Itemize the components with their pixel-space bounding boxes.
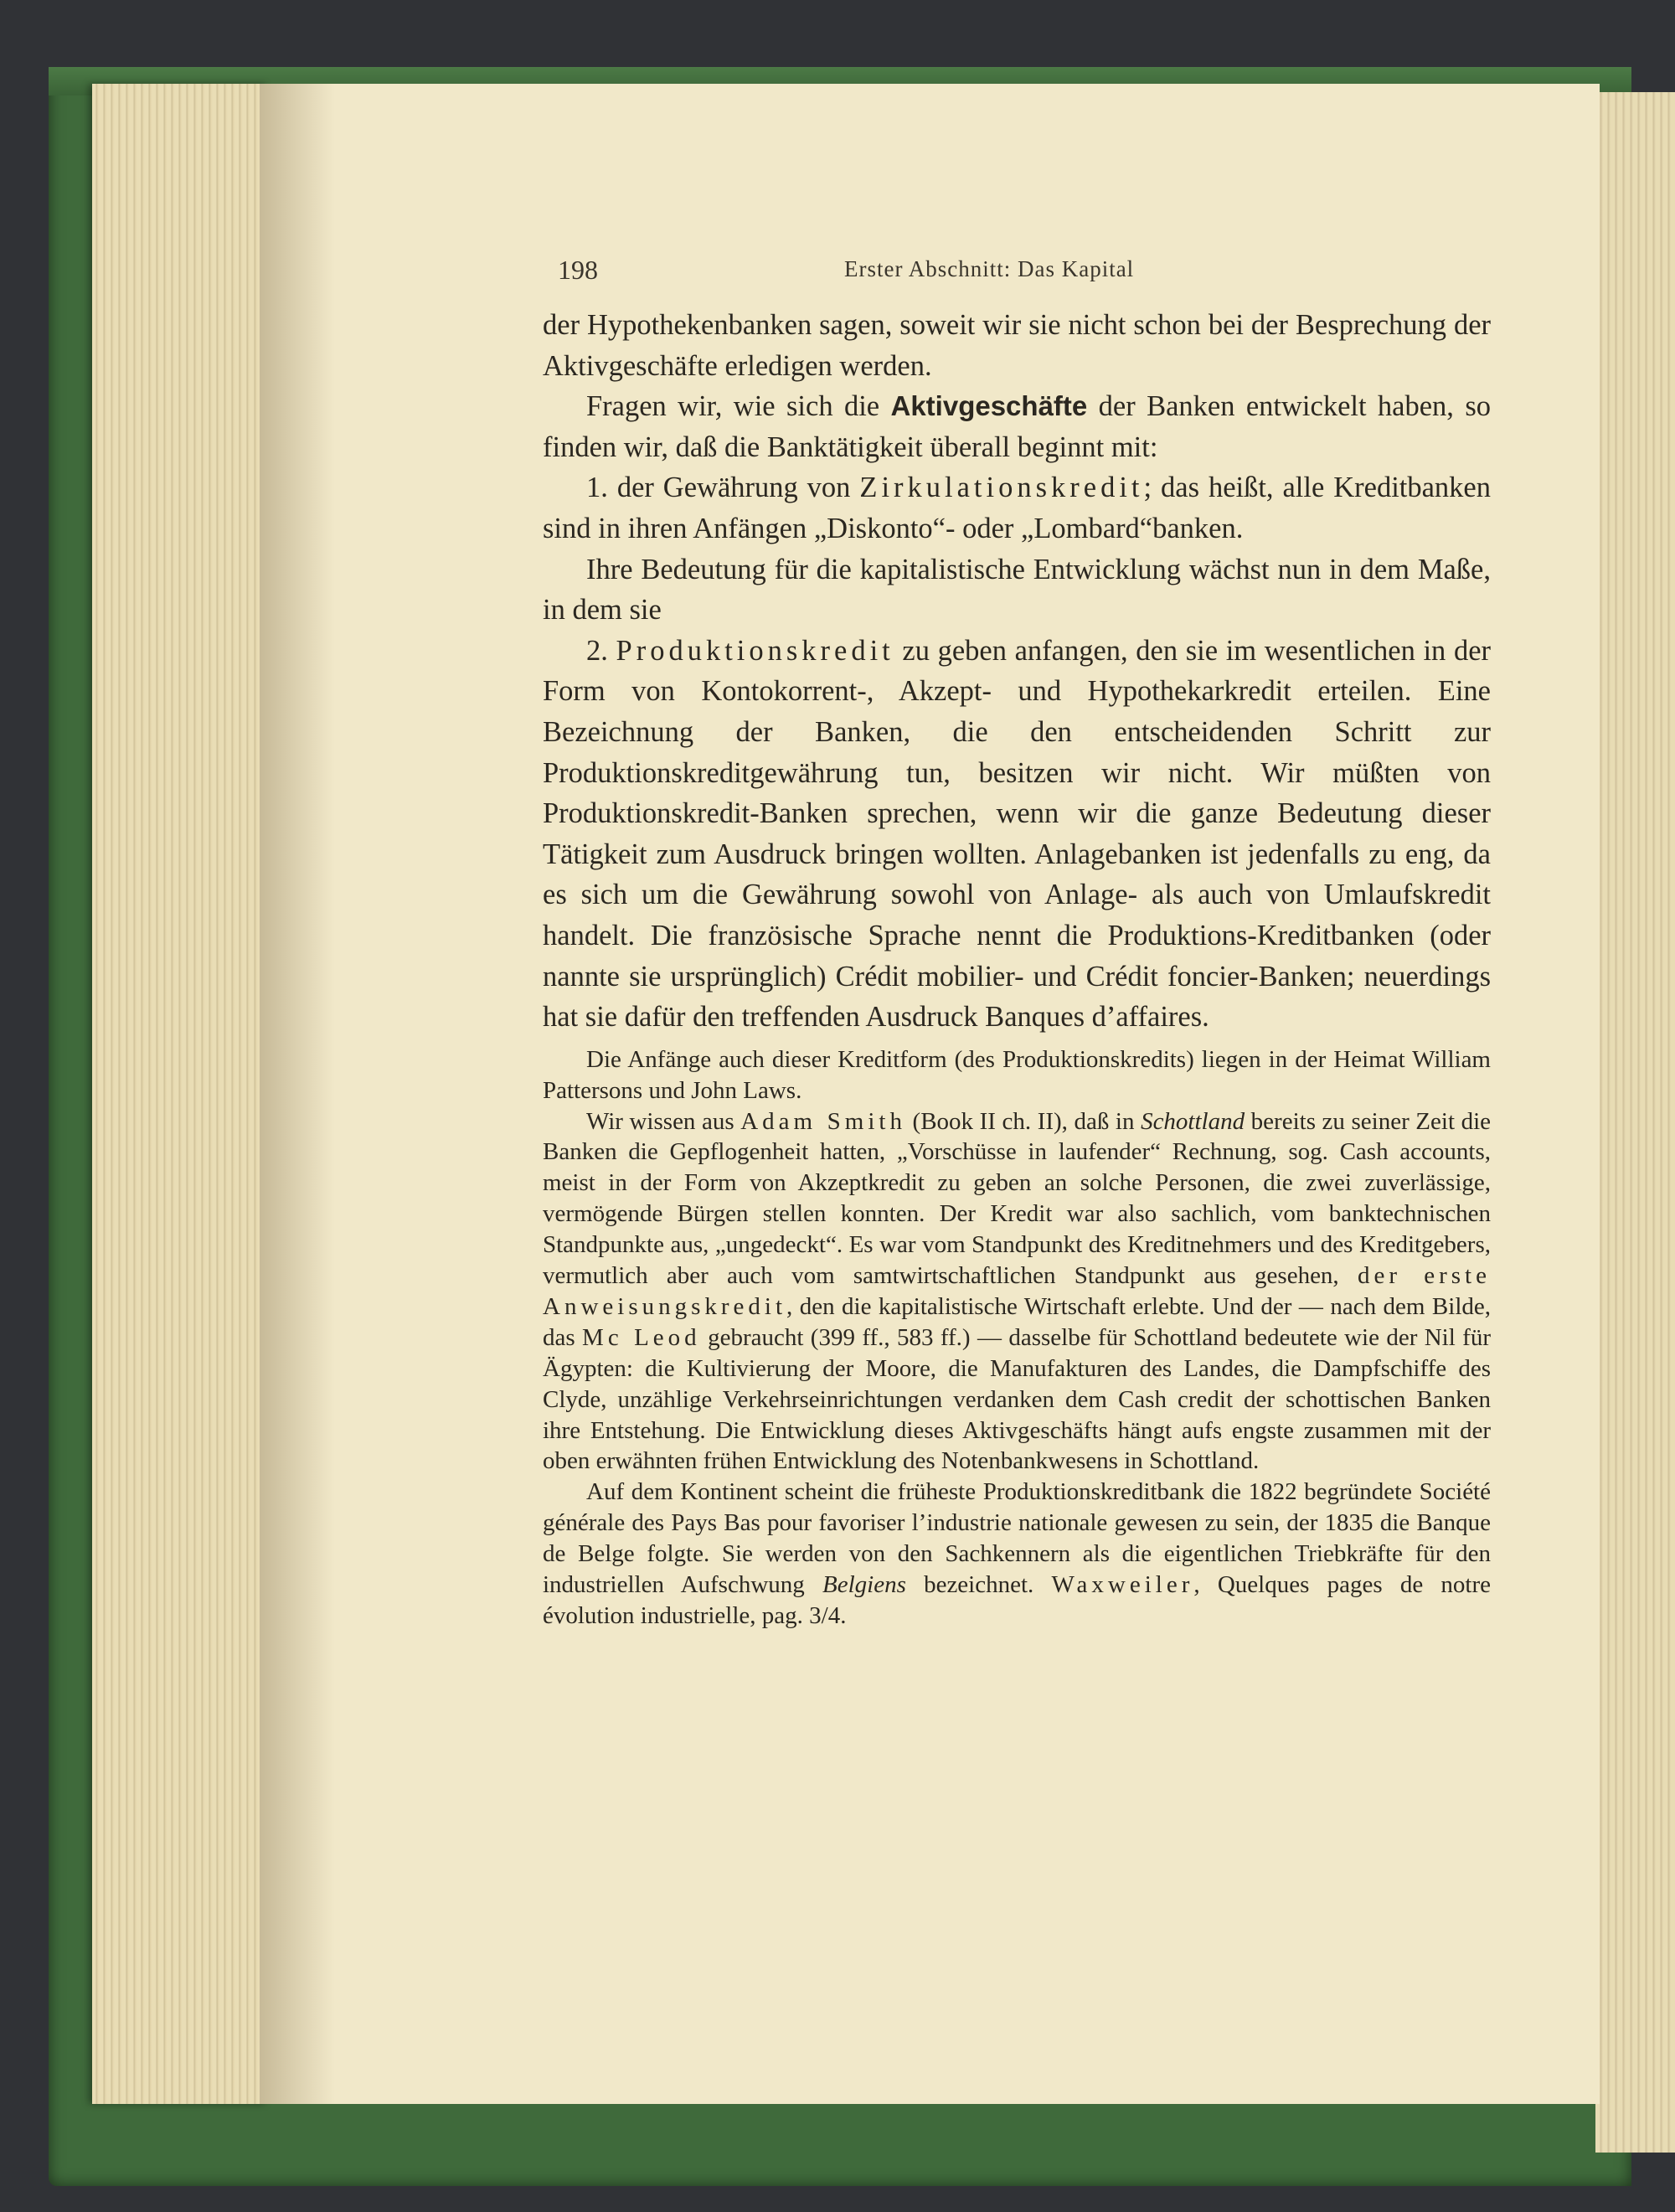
small-print bbox=[543, 1044, 1491, 1632]
small-paragraph-2-text-a: Wir wissen aus bbox=[586, 1107, 741, 1135]
paragraph-3-text-b: ; das heißt, alle Kreditbanken sind in ihren Anfängen „Diskonto“- oder „Lombard“banken. bbox=[543, 472, 1491, 544]
main-body bbox=[543, 305, 1491, 1038]
small-paragraph-1-text: Die Anfänge auch dieser Kreditform (des Produktionskredits) liegen in der Heimat William Pattersons und John Laws. bbox=[543, 1045, 1491, 1104]
page-header bbox=[543, 251, 1491, 302]
page-stack-left bbox=[92, 84, 268, 2104]
small-paragraph-2-text-d: , den die kapitalistische Wirtschaft erlebte. Und der — nach dem Bilde, das bbox=[543, 1292, 1491, 1351]
small-paragraph-3-text-a: Auf dem Kontinent scheint die früheste Produktionskreditbank die 1822 begründete Société générale des Pays Bas pour favoriser l’industrie nationale gewesen zu sein, der 1835 die Banque de Belge folgte. Sie werden von den Sachkennern als die eigentlichen Triebkräfte für den industriellen Aufschwung bbox=[543, 1478, 1491, 1599]
small-paragraph-3-text-c: , Quelques pages de notre évolution industrielle, pag. 3/4. bbox=[543, 1571, 1491, 1629]
paragraph-4 bbox=[543, 549, 1491, 631]
italic-term: Schottland bbox=[1141, 1107, 1245, 1135]
paragraph-5-text-b: zu geben anfangen, den sie im wesentlichen in der Form von Kontokorrent-, Akzept- und Hypothekarkredit erteilen. Eine Bezeichnung der Banken, die den entscheidenden Schritt zur Produktionskreditgewährung tun, besitzen wir nicht. Wir müßten von Produktionskredit-Banken sprechen, wenn wir die ganze Bedeutung dieser Tätigkeit zum Ausdruck bringen wollten. Anlagebanken ist jedenfalls zu eng, da es sich um die Gewährung sowohl von Anlage- als auch von Umlaufskredit handelt. Die französische Sprache nennt die Produktions-Kreditbanken (oder nannte sie ursprünglich) Crédit mobilier- und Crédit foncier-Banken; neuerdings hat sie dafür den treffenden Ausdruck Banques d’affaires. bbox=[543, 634, 1491, 1034]
spaced-name: Adam Smith bbox=[740, 1107, 906, 1135]
small-paragraph-2 bbox=[543, 1106, 1491, 1477]
small-paragraph-3 bbox=[543, 1477, 1491, 1632]
small-paragraph-2-text-b: (Book II ch. II), daß in bbox=[905, 1107, 1142, 1135]
bold-term: Aktivgeschäfte bbox=[890, 390, 1088, 422]
paragraph-3 bbox=[543, 467, 1491, 549]
italic-term: Belgiens bbox=[822, 1571, 906, 1599]
paragraph-2 bbox=[543, 386, 1491, 467]
page-stack-right bbox=[1595, 92, 1675, 2153]
spaced-name: Waxweiler bbox=[1051, 1571, 1194, 1599]
spaced-term: der erste Anweisungskredit bbox=[543, 1262, 1491, 1320]
page-text bbox=[543, 251, 1491, 1632]
spaced-term: Zirkulationskredit bbox=[859, 472, 1144, 504]
running-head: Erster Abschnitt: Das Kapital bbox=[844, 256, 1135, 281]
paragraph-2-text-b: der Banken entwickelt haben, so finden wir, daß die Banktätigkeit überall beginnt mit: bbox=[543, 390, 1491, 463]
small-paragraph-2-text-c: bereits zu seiner Zeit die Banken die Gepflogenheit hatten, „Vorschüsse in laufender“ Rechnung, sog. Cash accounts, meist in der Form von Akzeptkredit zu geben an solche Personen, die zwei zuverlässige, vermögende Bürgen stellen konnten. Der Kredit war also sachlich, vom banktechnischen Standpunkte aus, „ungedeckt“. Es war vom Standpunkt des Kreditnehmers und des Kreditgebers, vermutlich aber auch vom samtwirtschaftlichen Standpunkt aus gesehen, bbox=[543, 1107, 1491, 1290]
small-paragraph-1 bbox=[543, 1044, 1491, 1106]
paragraph-1 bbox=[543, 305, 1491, 386]
small-paragraph-2-text-e: gebraucht (399 ff., 583 ff.) — dasselbe für Schottland bedeutete wie der Nil für Ägypten: die Kultivierung der Moore, die Manufakturen des Landes, die Dampfschiffe des Clyde, unzählige Verkehrseinrichtungen verdanken dem Cash credit der schottischen Banken ihre Entstehung. Die Entwicklung dieses Aktivgeschäfts hängt aufs engste zusammen mit der oben erwähnten frühen Entwicklung des Notenbankwesens in Schottland. bbox=[543, 1323, 1491, 1475]
small-paragraph-3-text-b: bezeichnet. bbox=[905, 1571, 1052, 1599]
paragraph-5-text-a: 2. bbox=[586, 634, 616, 667]
spaced-term: Produktionskredit bbox=[616, 634, 894, 667]
paragraph-5 bbox=[543, 631, 1491, 1038]
paragraph-4-text: Ihre Bedeutung für die kapitalistische Entwicklung wächst nun in dem Maße, in dem sie bbox=[543, 553, 1491, 626]
gutter-shadow bbox=[260, 84, 335, 2104]
page-number: 198 bbox=[558, 255, 598, 285]
paragraph-1-text: der Hypothekenbanken sagen, soweit wir sie nicht schon bei der Besprechung der Aktivgeschäfte erledigen werden. bbox=[543, 309, 1491, 382]
paragraph-2-text-a: Fragen wir, wie sich die bbox=[586, 390, 891, 423]
paragraph-3-text-a: 1. der Gewährung von bbox=[586, 472, 860, 504]
spaced-name: Mc Leod bbox=[582, 1323, 701, 1351]
